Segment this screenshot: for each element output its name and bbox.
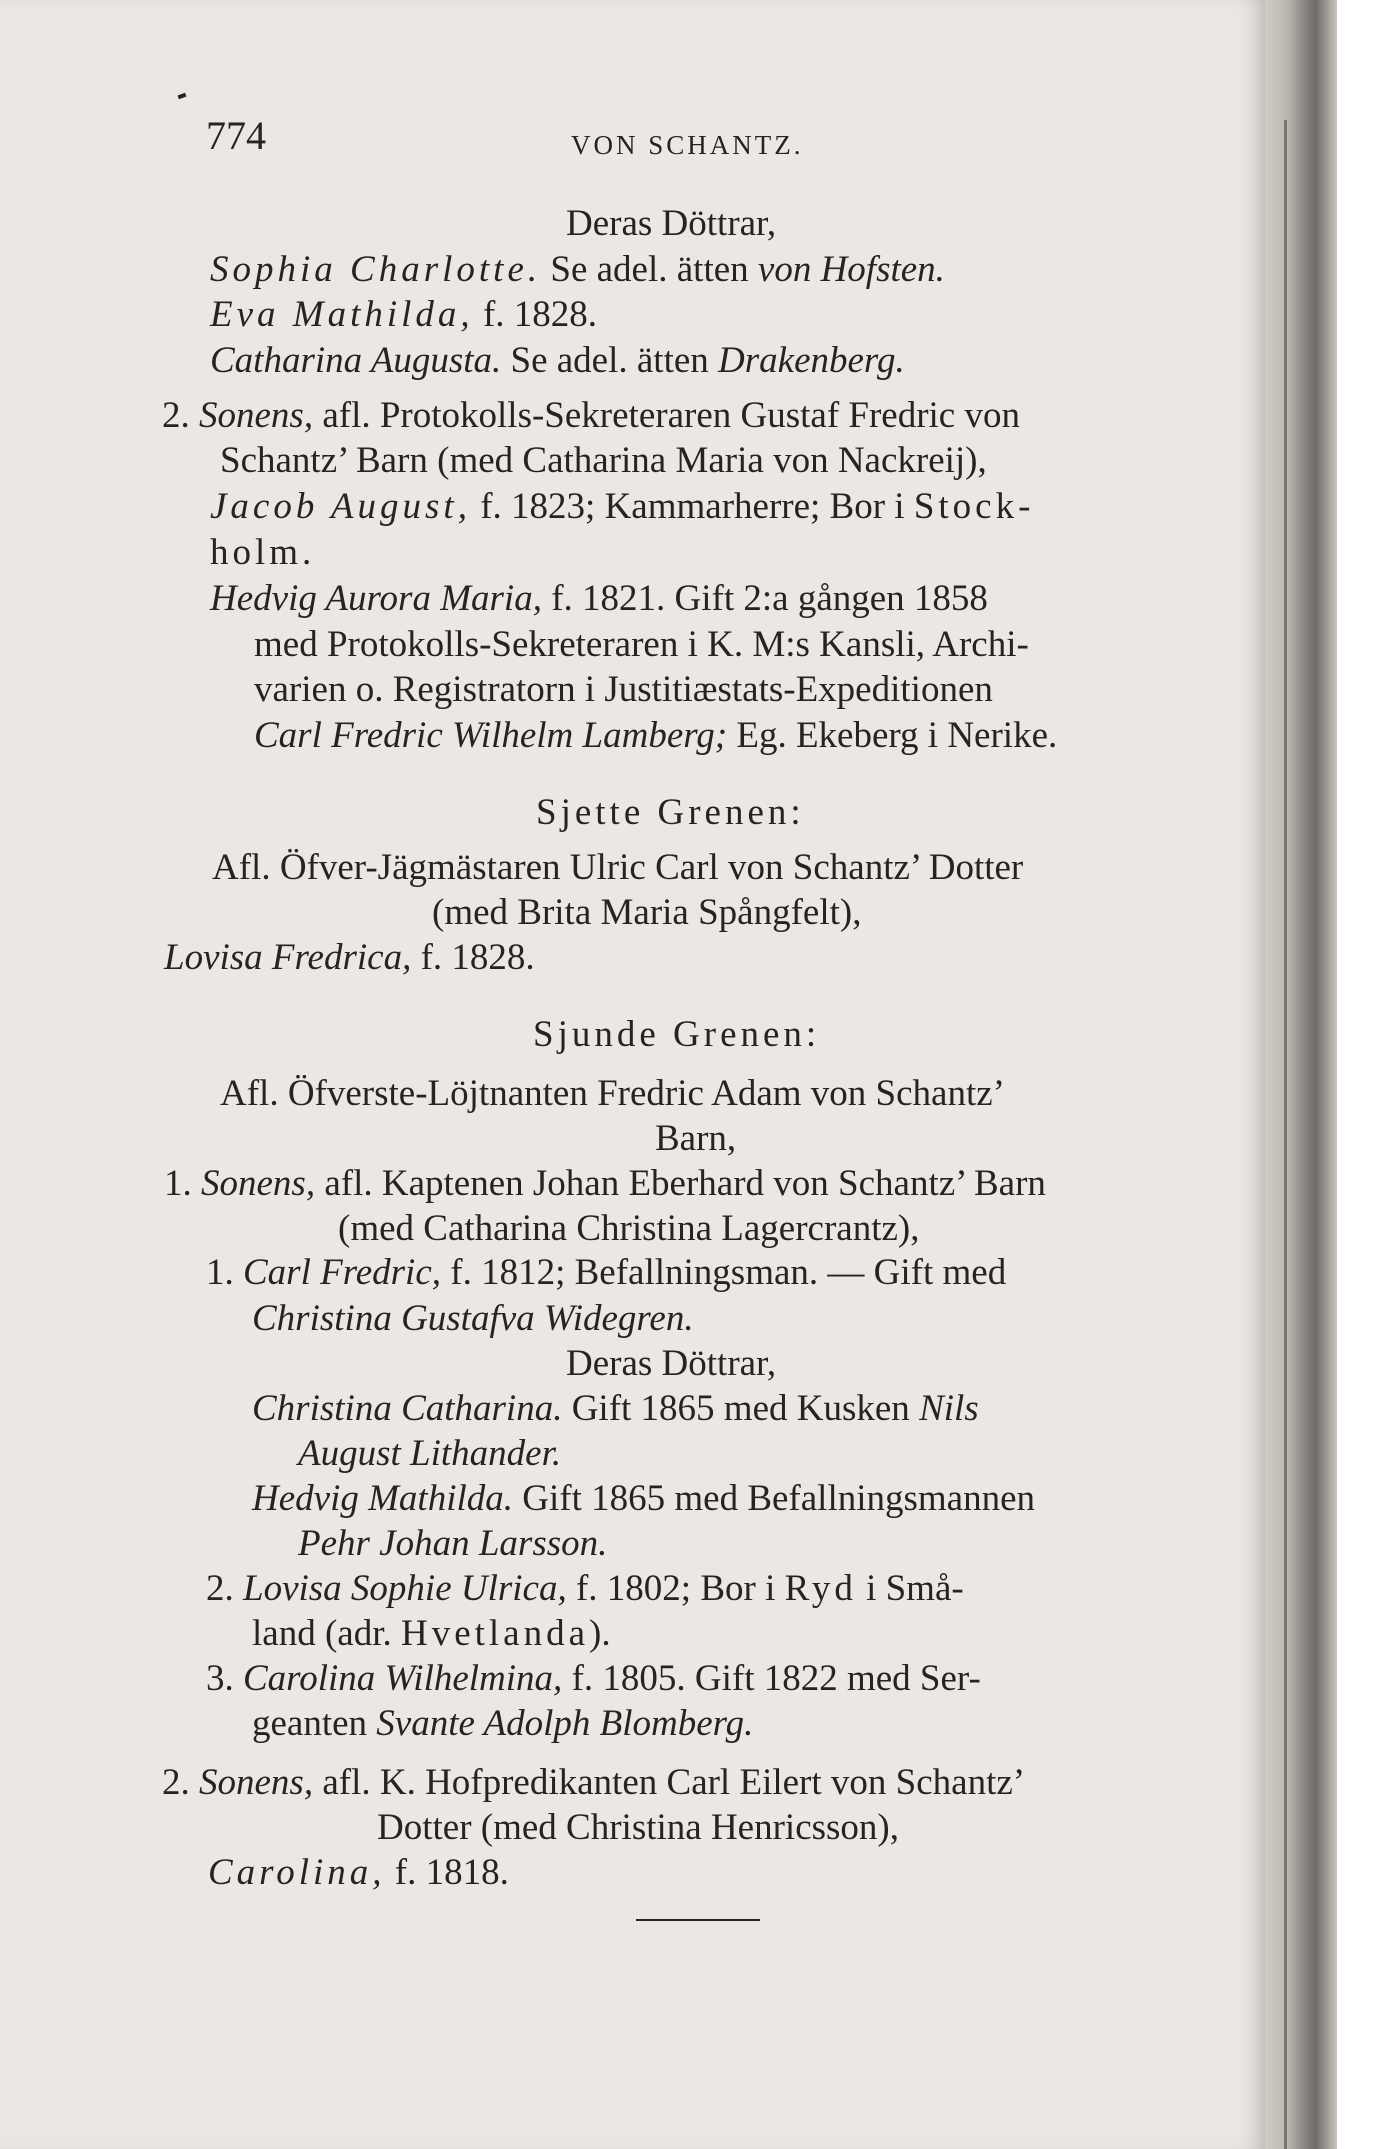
text-line: Deras Döttrar, (566, 203, 777, 244)
text-line: Carolina, f. 1818. (208, 1852, 509, 1893)
text-line: Christina Gustafva Widegren. (252, 1298, 694, 1339)
text-line: Barn, (655, 1118, 737, 1159)
text-line: 1. Carl Fredric, f. 1812; Befallningsman. — Gift med (206, 1252, 1007, 1293)
section-heading: Sjunde Grenen: (533, 1014, 821, 1055)
text-line: Sophia Charlotte. Se adel. ätten von Hofsten. (210, 249, 945, 290)
text-line: Hedvig Aurora Maria, f. 1821. Gift 2:a gången 1858 (210, 578, 988, 619)
text-line: August Lithander. (298, 1433, 562, 1474)
section-heading: Sjette Grenen: (536, 792, 805, 833)
text-line: 2. Sonens, afl. K. Hofpredikanten Carl Eilert von Schantz’ (162, 1762, 1026, 1803)
text-line: varien o. Registratorn i Justitiæstats-Expeditionen (254, 669, 993, 710)
text-line: geanten Svante Adolph Blomberg. (252, 1703, 754, 1744)
text-line: Eva Mathilda, f. 1828. (210, 294, 598, 335)
text-line: med Protokolls-Sekreteraren i K. M:s Kansli, Archi- (254, 624, 1029, 665)
text-line: Afl. Öfverste-Löjtnanten Fredric Adam von Schantz’ (220, 1073, 1005, 1114)
text-line: Deras Döttrar, (566, 1343, 777, 1384)
page-number: 774 (206, 113, 266, 158)
text-line: Pehr Johan Larsson. (298, 1523, 608, 1564)
text-line: holm. (210, 532, 316, 573)
book-gutter (1265, 0, 1337, 2149)
text-line: 2. Sonens, afl. Protokolls-Sekreteraren Gustaf Fredric von (162, 395, 1020, 436)
text-line: Schantz’ Barn (med Catharina Maria von Nackreij), (220, 440, 987, 481)
text-line: Carl Fredric Wilhelm Lamberg; Eg. Ekeberg i Nerike. (254, 715, 1058, 756)
end-rule (636, 1919, 760, 1921)
text-line: 1. Sonens, afl. Kaptenen Johan Eberhard von Schantz’ Barn (164, 1163, 1046, 1204)
text-line: 3. Carolina Wilhelmina, f. 1805. Gift 1822 med Ser- (206, 1658, 981, 1699)
text-line: (med Catharina Christina Lagercrantz), (338, 1208, 920, 1249)
text-line: 2. Lovisa Sophie Ulrica, f. 1802; Bor i Ryd i Små- (206, 1568, 964, 1609)
text-line: Christina Catharina. Gift 1865 med Kusken Nils (252, 1388, 979, 1429)
ink-speck (178, 93, 187, 99)
text-line: Catharina Augusta. Se adel. ätten Drakenberg. (210, 340, 905, 381)
text-line: land (adr. Hvetlanda). (252, 1613, 611, 1654)
text-line: Lovisa Fredrica, f. 1828. (164, 937, 535, 978)
text-line: Jacob August, f. 1823; Kammarherre; Bor i Stock- (210, 486, 1035, 527)
text-line: Dotter (med Christina Henricsson), (377, 1807, 899, 1848)
running-title: VON SCHANTZ. (571, 130, 804, 160)
page-edge-line (1284, 120, 1287, 2149)
text-line: Afl. Öfver-Jägmästaren Ulric Carl von Schantz’ Dotter (212, 847, 1024, 888)
text-line: Hedvig Mathilda. Gift 1865 med Befallningsmannen (252, 1478, 1036, 1519)
text-line: (med Brita Maria Spångfelt), (432, 892, 862, 933)
